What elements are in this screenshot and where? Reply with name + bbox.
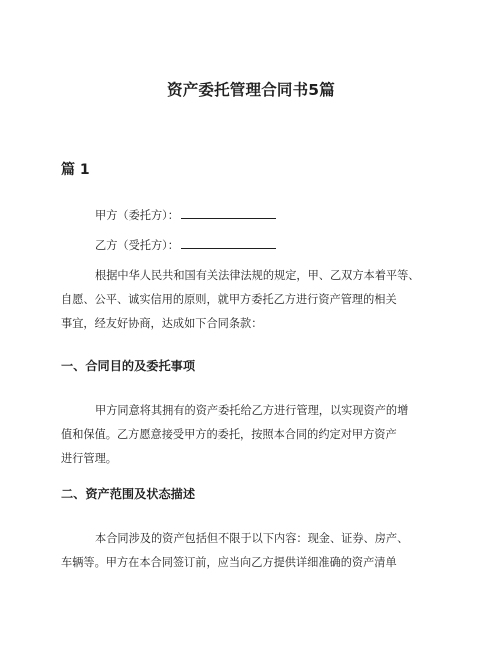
part-label: 篇 1 bbox=[61, 162, 90, 178]
section1-line: 值和保值。乙方愿意接受甲方的委托，按照本合同的约定对甲方资产 bbox=[61, 428, 397, 441]
section2-line: 本合同涉及的资产包括但不限于以下内容：现金、证券、房产、 bbox=[95, 532, 409, 545]
party-a-label: 甲方（委托方）： bbox=[95, 209, 179, 222]
preamble-line: 根据中华人民共和国有关法律法规的规定，甲、乙双方本着平等、 bbox=[95, 269, 420, 282]
preamble-line: 事宜，经友好协商，达成如下合同条款： bbox=[61, 317, 263, 330]
party-a-blank bbox=[181, 207, 276, 219]
section-heading: 二、资产范围及状态描述 bbox=[61, 487, 196, 501]
section1-line: 甲方同意将其拥有的资产委托给乙方进行管理，以实现资产的增 bbox=[95, 404, 409, 417]
party-b-label: 乙方（受托方）： bbox=[95, 239, 179, 252]
section1-line: 进行管理。 bbox=[61, 452, 117, 465]
document-title: 资产委托管理合同书5篇 bbox=[167, 81, 335, 99]
preamble-line: 自愿、公平、诚实信用的原则，就甲方委托乙方进行资产管理的相关 bbox=[61, 293, 397, 306]
party-b-blank bbox=[181, 237, 276, 249]
party-a-line bbox=[95, 207, 276, 224]
section2-line: 车辆等。甲方在本合同签订前，应当向乙方提供详细准确的资产清单 bbox=[61, 556, 397, 569]
section-heading: 一、合同目的及委托事项 bbox=[61, 359, 196, 373]
party-b-line bbox=[95, 237, 276, 254]
